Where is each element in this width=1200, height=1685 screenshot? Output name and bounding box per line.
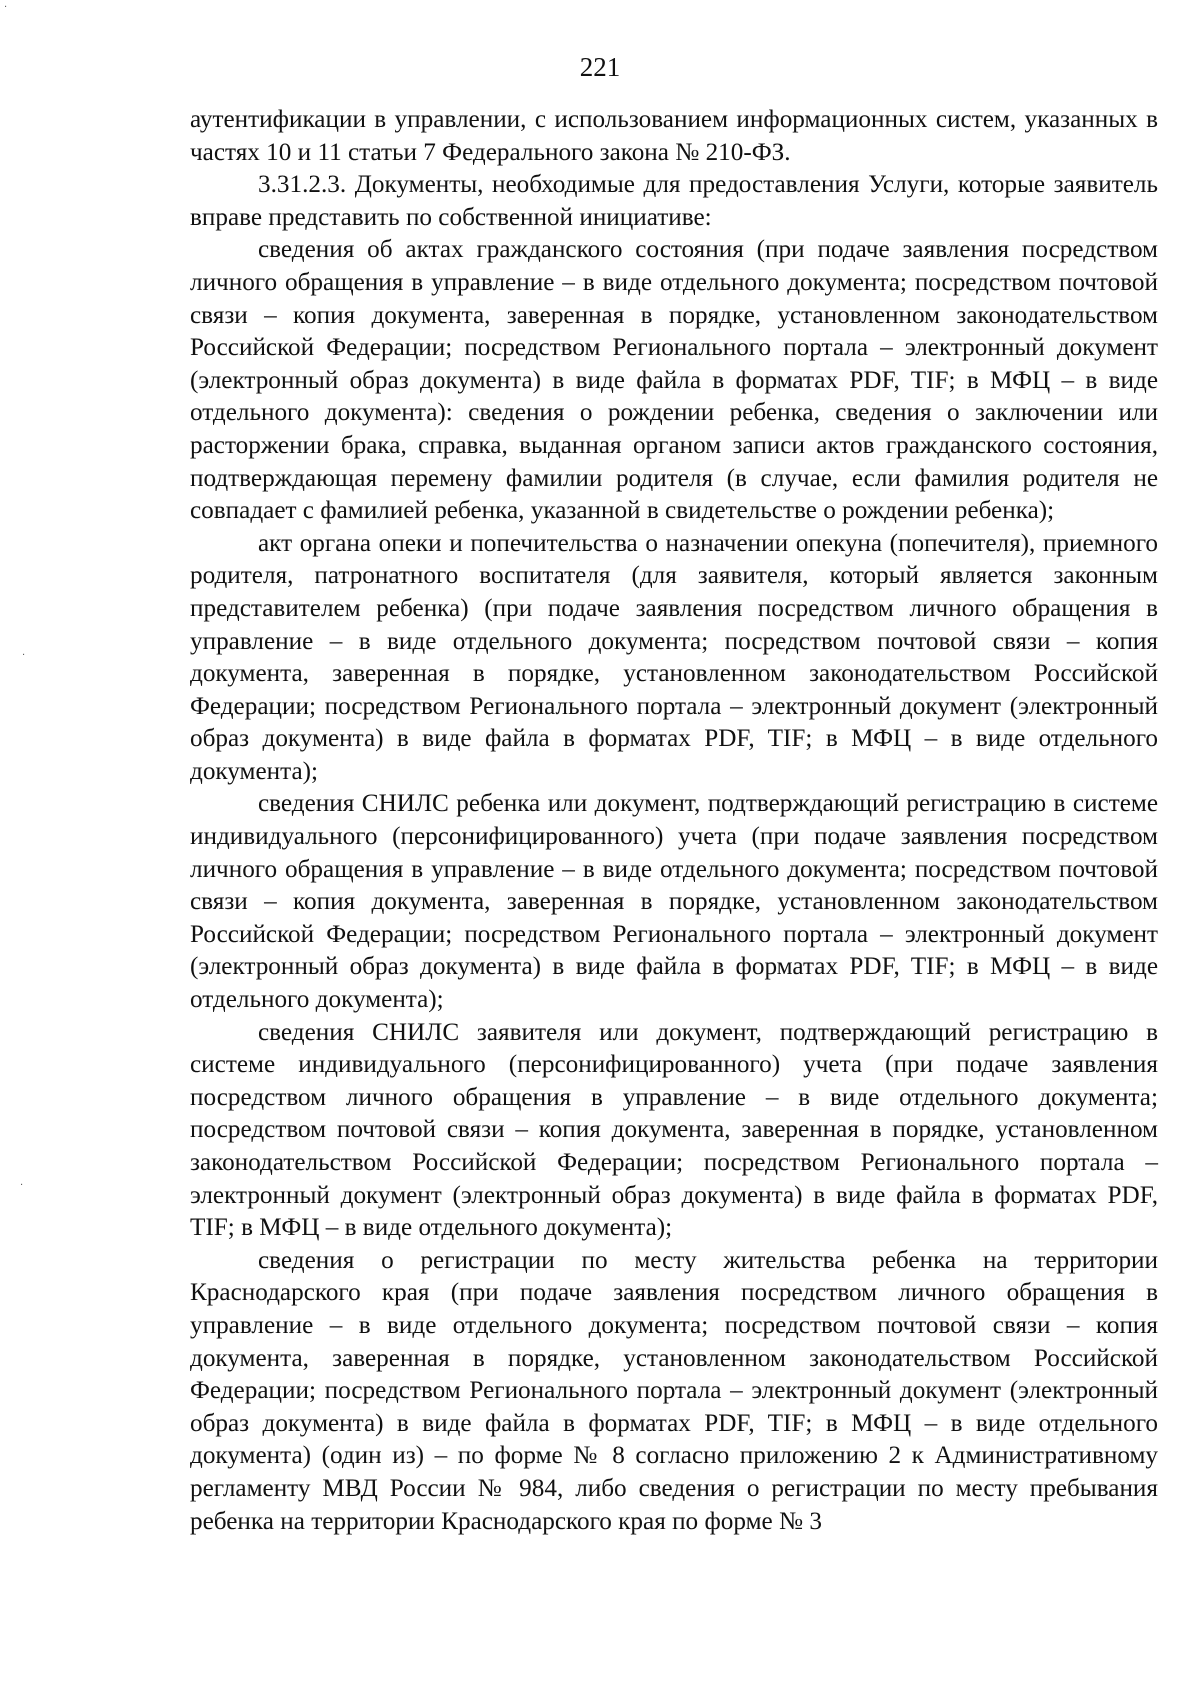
paragraph: аутентификации в управлении, с использованием информационных систем, указанных в частях 10 и 11 статьи 7 Федерального закона № 210-ФЗ.: [190, 106, 1158, 166]
scan-speck: ·: [22, 650, 26, 661]
scan-speck: ·: [4, 2, 8, 13]
paragraph: акт органа опеки и попечительства о назначении опекуна (попечителя), приемного родителя, патронатного воспитателя (для заявителя, который является законным представителем ребенка) (при подаче заявления посредством личного обращения в управление – в виде отдельного документа; посредством почтовой связи – копия документа, заверенная в порядке, установленном законодательством Российской Федерации; посредством Регионального портала – электронный документ (электронный образ документа) в виде файла в форматах PDF, TIF; в МФЦ – в виде отдельного документа);: [190, 529, 1158, 785]
paragraph: сведения СНИЛС ребенка или документ, подтверждающий регистрацию в системе индивидуального (персонифицированного) учета (при подаче заявления посредством личного обращения в управление – в виде отдельного документа; посредством почтовой связи – копия документа, заверенная в порядке, установленном законодательством Российской Федерации; посредством Регионального портала – электронный документ (электронный образ документа) в виде файла в форматах PDF, TIF; в МФЦ – в виде отдельного документа);: [190, 790, 1158, 1014]
paragraph: сведения о регистрации по месту жительства ребенка на территории Краснодарского края (при подаче заявления посредством личного обращения в управление – в виде отдельного документа; посредством почтовой связи – копия документа, заверенная в порядке, установленном законодательством Российской Федерации; посредством Регионального портала – электронный документ (электронный образ документа) в виде файла в форматах PDF, TIF; в МФЦ – в виде отдельного документа) (один из) – по форме № 8 согласно приложению 2 к Административному регламенту МВД России № 984, либо сведения о регистрации по месту пребывания ребенка на территории Краснодарского края по форме № 3: [190, 1246, 1158, 1535]
paragraph: 3.31.2.3. Документы, необходимые для предоставления Услуги, которые заявитель вправе представить по собственной инициативе:: [190, 171, 1158, 231]
scan-speck: ·: [20, 1180, 24, 1191]
document-body: [190, 104, 1158, 1538]
paragraph: сведения СНИЛС заявителя или документ, подтверждающий регистрацию в системе индивидуального (персонифицированного) учета (при подаче заявления посредством личного обращения в управление – в виде отдельного документа; посредством почтовой связи – копия документа, заверенная в порядке, установленном законодательством Российской Федерации; посредством Регионального портала – электронный документ (электронный образ документа) в виде файла в форматах PDF, TIF; в МФЦ – в виде отдельного документа);: [190, 1018, 1158, 1242]
paragraph: сведения об актах гражданского состояния (при подаче заявления посредством личного обращения в управление – в виде отдельного документа; посредством почтовой связи – копия документа, заверенная в порядке, установленном законодательством Российской Федерации; посредством Регионального портала – электронный документ (электронный образ документа) в виде файла в форматах PDF, TIF; в МФЦ – в виде отдельного документа): сведения о рождении ребенка, сведения о заключении или расторжении брака, справка, выданная органом записи актов гражданского состояния, подтверждающая перемену фамилии родителя (в случае, если фамилия родителя не совпадает с фамилией ребенка, указанной в свидетельстве о рождении ребенка);: [190, 236, 1158, 525]
page-number: 221: [579, 52, 621, 82]
